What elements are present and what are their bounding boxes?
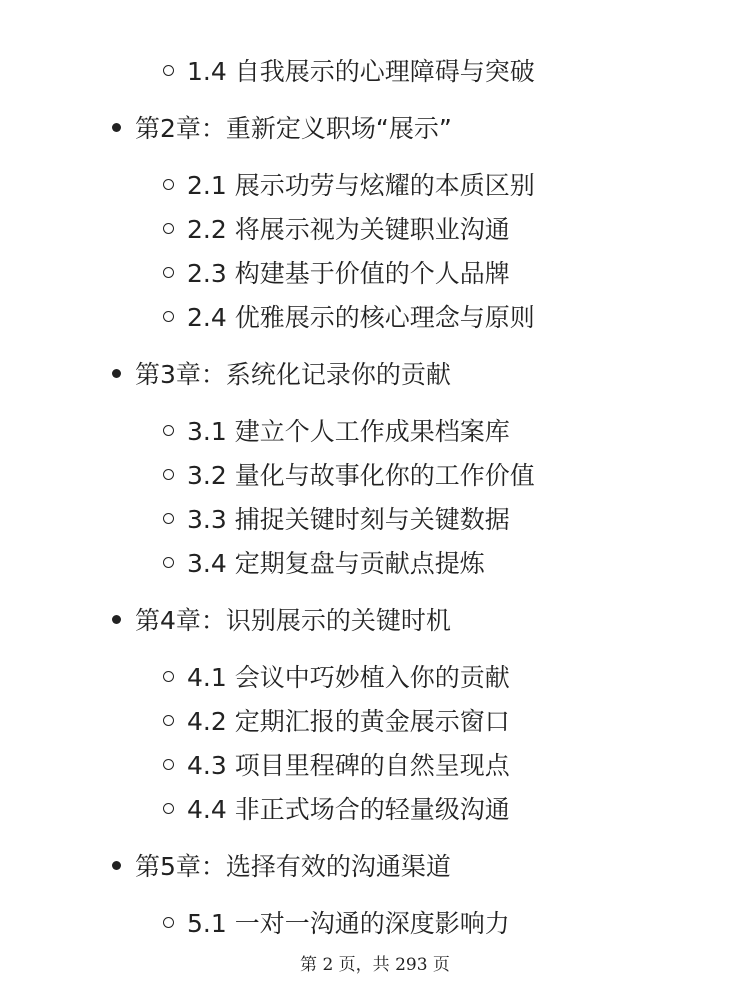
disc-bullet-icon (112, 123, 121, 132)
circle-bullet-icon (163, 425, 174, 436)
toc-item-label: 第5章：选择有效的沟通渠道 (135, 852, 451, 881)
circle-bullet-icon (163, 513, 174, 524)
circle-bullet-icon (163, 223, 174, 234)
circle-bullet-icon (163, 715, 174, 726)
toc-section-item (163, 212, 510, 246)
toc-item-label: 2.1 展示功劳与炫耀的本质区别 (187, 171, 535, 200)
disc-bullet-icon (112, 615, 121, 624)
toc-section-item (163, 792, 510, 826)
circle-bullet-icon (163, 311, 174, 322)
toc-item-label: 3.3 捕捉关键时刻与关键数据 (187, 505, 510, 534)
toc-item-label: 第3章：系统化记录你的贡献 (135, 360, 451, 389)
toc-section-item (163, 256, 510, 290)
toc-section-item (163, 300, 535, 334)
circle-bullet-icon (163, 917, 174, 928)
toc-section-item (163, 660, 510, 694)
toc-chapter-item (112, 603, 451, 637)
toc-section-item (163, 748, 510, 782)
circle-bullet-icon (163, 759, 174, 770)
toc-section-item (163, 168, 535, 202)
toc-section-item (163, 502, 510, 536)
circle-bullet-icon (163, 267, 174, 278)
page-number-footer: 第 2 页，共 293 页 (300, 955, 450, 975)
toc-section-item (163, 414, 510, 448)
toc-item-label: 3.4 定期复盘与贡献点提炼 (187, 549, 485, 578)
circle-bullet-icon (163, 179, 174, 190)
toc-section-item (163, 546, 485, 580)
disc-bullet-icon (112, 861, 121, 870)
circle-bullet-icon (163, 469, 174, 480)
toc-item-label: 4.2 定期汇报的黄金展示窗口 (187, 707, 510, 736)
toc-item-label: 第2章：重新定义职场“展示” (135, 114, 452, 143)
toc-item-label: 5.1 一对一沟通的深度影响力 (187, 909, 510, 938)
toc-section-item (163, 458, 535, 492)
toc-item-label: 2.3 构建基于价值的个人品牌 (187, 259, 510, 288)
toc-item-label: 4.1 会议中巧妙植入你的贡献 (187, 663, 510, 692)
toc-item-label: 3.1 建立个人工作成果档案库 (187, 417, 510, 446)
circle-bullet-icon (163, 65, 174, 76)
disc-bullet-icon (112, 369, 121, 378)
toc-item-label: 3.2 量化与故事化你的工作价值 (187, 461, 535, 490)
toc-section-item (163, 704, 510, 738)
toc-section-item (163, 54, 535, 88)
circle-bullet-icon (163, 803, 174, 814)
toc-item-label: 1.4 自我展示的心理障碍与突破 (187, 57, 535, 86)
toc-item-label: 第4章：识别展示的关键时机 (135, 606, 451, 635)
toc-chapter-item (112, 357, 451, 391)
toc-item-label: 2.4 优雅展示的核心理念与原则 (187, 303, 535, 332)
toc-section-item (163, 906, 510, 940)
toc-chapter-item (112, 111, 452, 145)
toc-item-label: 2.2 将展示视为关键职业沟通 (187, 215, 510, 244)
circle-bullet-icon (163, 671, 174, 682)
circle-bullet-icon (163, 557, 174, 568)
toc-chapter-item (112, 849, 451, 883)
toc-item-label: 4.4 非正式场合的轻量级沟通 (187, 795, 510, 824)
toc-item-label: 4.3 项目里程碑的自然呈现点 (187, 751, 510, 780)
